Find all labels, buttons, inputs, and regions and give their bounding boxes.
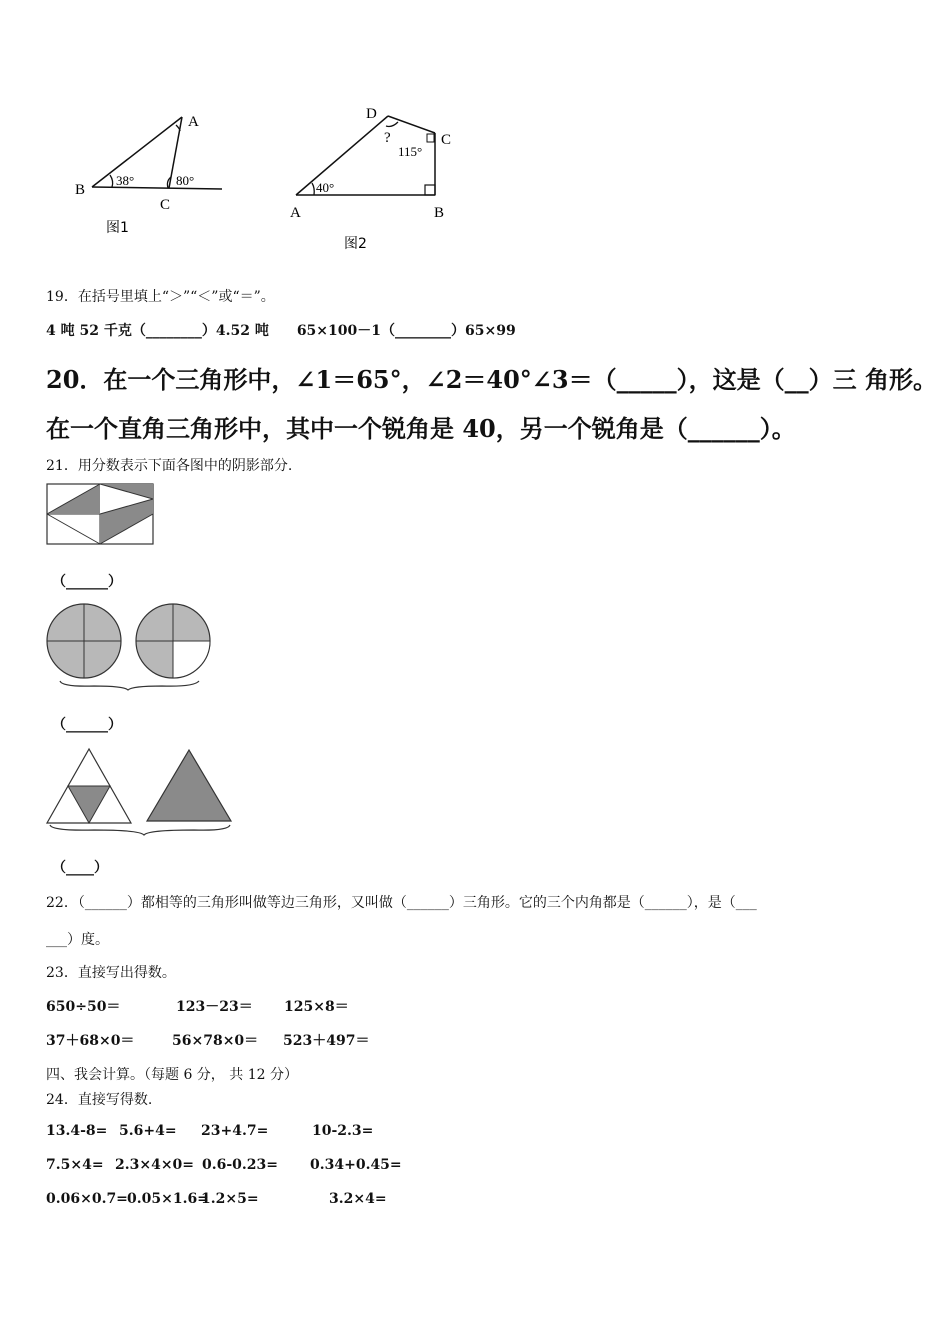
q22-line-1: 22．（______）都相等的三角形叫做等边三角形，又叫做（______）三角形。它的三个内角都是（______），是（___ bbox=[46, 895, 757, 911]
fig2-label-b: B bbox=[434, 205, 445, 221]
q22-line-2: ___）度。 bbox=[46, 932, 109, 948]
q24-item: 0.06×0.7= bbox=[46, 1191, 128, 1207]
figure-2-diagram bbox=[280, 98, 480, 258]
fig2-right-angle-b bbox=[425, 185, 435, 195]
fig2-angle-a-arc bbox=[312, 183, 314, 195]
section-4-title: 四、我会计算。（每题 6 分， 共 12 分） bbox=[46, 1067, 298, 1083]
q20-line-2: 在一个直角三角形中，其中一个锐角是 40，另一个锐角是（______）。 bbox=[46, 414, 796, 443]
fig2-label-a: A bbox=[290, 205, 301, 221]
q23-title: 23．直接写出得数。 bbox=[46, 965, 176, 981]
q24-item: 3.2×4= bbox=[329, 1191, 387, 1207]
fig1-angle-b-value: 38° bbox=[116, 173, 135, 188]
fig1-angle-c-value: 80° bbox=[176, 173, 195, 188]
fig1-label-b: B bbox=[75, 182, 86, 198]
fig1-label-c: C bbox=[160, 197, 171, 213]
q21-figure-triangles bbox=[44, 745, 239, 837]
q23-item: 123－23＝ bbox=[176, 999, 253, 1015]
q24-item: 0.05×1.6= bbox=[127, 1191, 209, 1207]
fig2-label-d: D bbox=[366, 106, 377, 122]
figure-1-diagram bbox=[70, 105, 240, 245]
q21-title: 21．用分数表示下面各图中的阴影部分. bbox=[46, 458, 293, 474]
q24-item: 23+4.7= bbox=[201, 1123, 269, 1139]
q24-item: 13.4-8= bbox=[46, 1123, 108, 1139]
fig1-angle-a-arc bbox=[176, 125, 180, 131]
fig1-label-a: A bbox=[188, 114, 199, 130]
q21-blank-1: （______） bbox=[52, 574, 122, 590]
q24-item: 7.5×4= bbox=[46, 1157, 104, 1173]
fig2-angle-a-value: 40° bbox=[316, 180, 335, 195]
fig2-angle-c-value: 115° bbox=[398, 144, 423, 159]
q24-item: 1.2×5= bbox=[201, 1191, 259, 1207]
q24-item: 0.34+0.45= bbox=[310, 1157, 402, 1173]
fig2-right-angle-mark-c bbox=[427, 134, 434, 142]
q19-line: 4 吨 52 千克（________）4.52 吨 65×100－1（________）65×99 bbox=[46, 323, 516, 339]
fig2-angle-d-arc bbox=[386, 122, 398, 127]
q23-item: 37＋68×0＝ bbox=[46, 1033, 135, 1049]
brace bbox=[50, 825, 230, 835]
brace bbox=[60, 681, 199, 690]
q19-title: 19．在括号里填上“＞”“＜”或“＝”。 bbox=[46, 289, 275, 305]
fig1-base-line bbox=[92, 187, 222, 189]
q21-figure-circles bbox=[44, 603, 219, 695]
q24-item: 0.6-0.23= bbox=[202, 1157, 278, 1173]
q23-item: 523＋497＝ bbox=[283, 1033, 370, 1049]
q21-blank-3: （____） bbox=[52, 860, 108, 876]
fig1-caption: 图1 bbox=[106, 220, 129, 236]
q21-blank-2: （______） bbox=[52, 717, 122, 733]
fig2-angle-d-value: ? bbox=[384, 130, 391, 146]
fig1-side-ab bbox=[92, 117, 182, 187]
q24-title: 24．直接写得数. bbox=[46, 1092, 153, 1108]
q24-item: 10-2.3= bbox=[312, 1123, 374, 1139]
fig2-caption: 图2 bbox=[344, 236, 367, 252]
fig2-label-c: C bbox=[441, 132, 452, 148]
q20-line-1: 20．在一个三角形中，∠1＝65°，∠2＝40°∠3＝（_____），这是（__）三 角形。 bbox=[46, 365, 937, 394]
fig1-angle-b-arc bbox=[110, 175, 113, 187]
q23-item: 125×8＝ bbox=[284, 999, 349, 1015]
q24-item: 5.6+4= bbox=[119, 1123, 177, 1139]
q23-item: 650÷50＝ bbox=[46, 999, 121, 1015]
q23-item: 56×78×0＝ bbox=[172, 1033, 259, 1049]
q21-figure-rectangle bbox=[46, 483, 156, 547]
fig2-side-da bbox=[296, 116, 388, 195]
q24-item: 2.3×4×0= bbox=[115, 1157, 195, 1173]
